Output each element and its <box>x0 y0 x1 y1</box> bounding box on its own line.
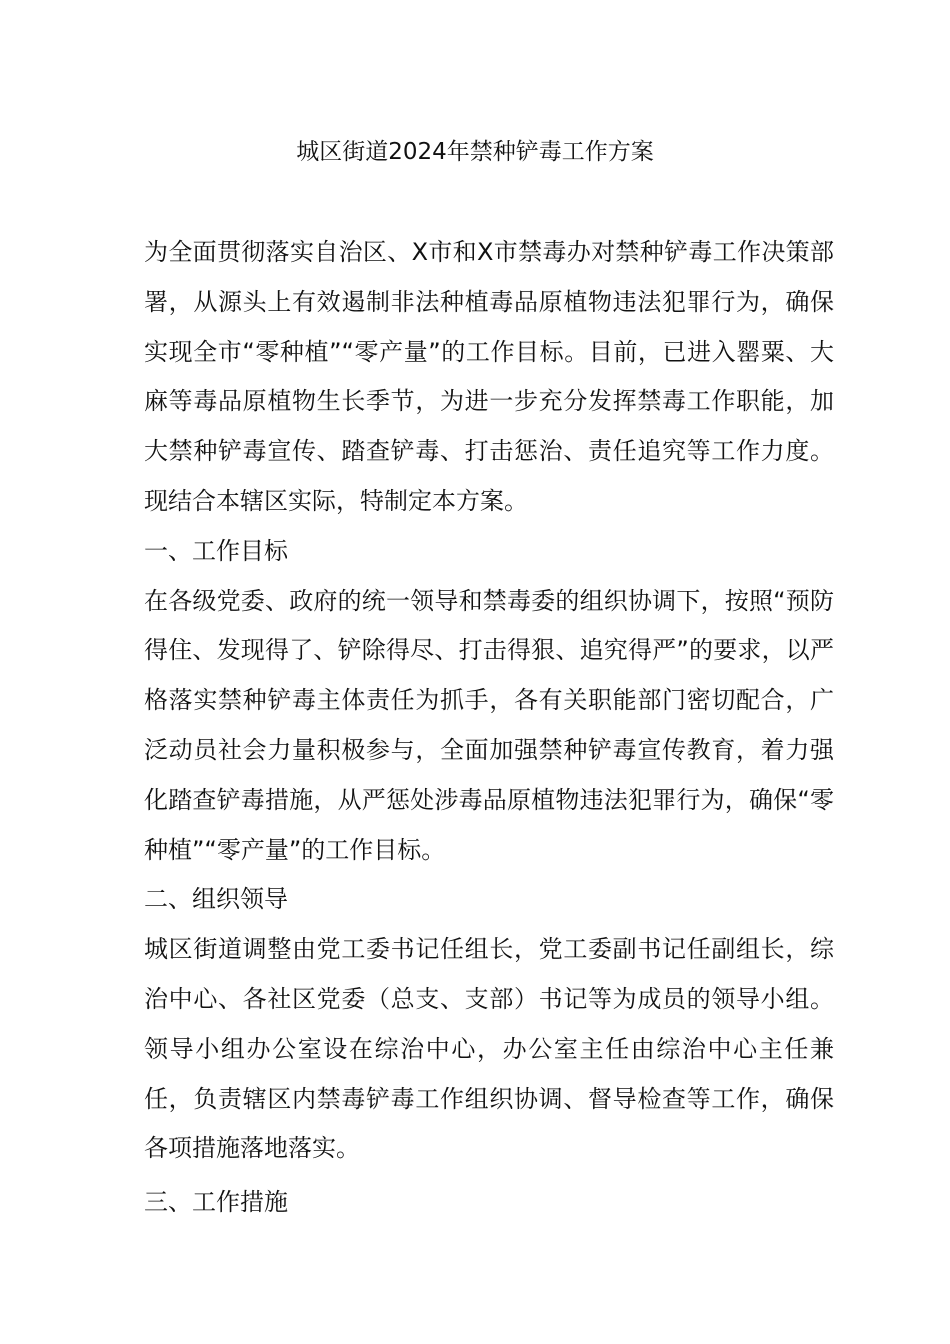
section-text-organization: 城区街道调整由党工委书记任组长，党工委副书记任副组长，综治中心、各社区党委（总支、支部）书记等为成员的领导小组。领导小组办公室设在综治中心，办公室主任由综治中心主任兼任，负责辖区内禁毒铲毒工作组织协调、督导检查等工作，确保各项措施落地落实。 <box>144 935 834 1163</box>
section-text-goals: 在各级党委、政府的统一领导和禁毒委的组织协调下，按照“预防得住、发现得了、铲除得尽、打击得狠、追究得严”的要求，以严格落实禁种铲毒主体责任为抓手，各有关职能部门密切配合，广泛动员社会力量积极参与，全面加强禁种铲毒宣传教育，着力强化踏查铲毒措施，从严惩处涉毒品原植物违法犯罪行为，确保“零种植”“零产量”的工作目标。 <box>144 586 834 864</box>
document-body <box>144 228 834 1228</box>
section-heading-measures: 三、工作措施 <box>144 1188 288 1217</box>
intro-paragraph: 为全面贯彻落实自治区、X市和X市禁毒办对禁种铲毒工作决策部署，从源头上有效遏制非法种植毒品原植物违法犯罪行为，确保实现全市“零种植”“零产量”的工作目标。目前，已进入罂粟、大麻等毒品原植物生长季节，为进一步充分发挥禁毒工作职能，加大禁种铲毒宣传、踏查铲毒、打击惩治、责任追究等工作力度。现结合本辖区实际，特制定本方案。 <box>144 238 834 515</box>
document-title: 城区街道2024年禁种铲毒工作方案 <box>296 139 654 165</box>
section-heading-goals: 一、工作目标 <box>144 536 288 565</box>
section-heading-organization: 二、组织领导 <box>144 885 288 914</box>
